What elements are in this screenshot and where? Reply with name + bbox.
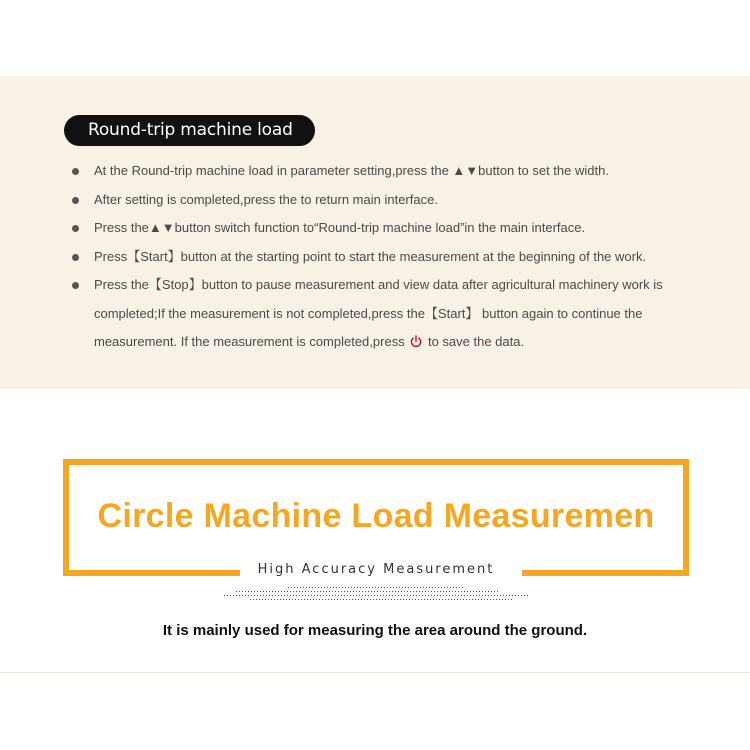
bullet-text: [94, 328, 694, 357]
decorative-dots: [250, 599, 514, 600]
bullet-dot: [72, 168, 79, 175]
list-item: [94, 214, 694, 243]
banner-tagline: It is mainly used for measuring the area around the ground.: [162, 622, 588, 639]
bullet-text: completed;If the measurement is not completed,press the【Start】 button again to continue the: [94, 305, 643, 321]
bullet-dot: [72, 225, 79, 232]
list-item: [94, 157, 694, 186]
section-title: Round-trip machine load: [64, 115, 315, 146]
decorative-dots: [288, 587, 464, 588]
bullet-text: At the Round-trip machine load in parameter setting,press the ▲▼button to set the width.: [94, 163, 609, 178]
bullet-text-part: to save the data.: [427, 334, 525, 349]
bullet-text: Press the【Stop】button to pause measurement and view data after agricultural machinery work is: [94, 277, 663, 292]
list-item: [94, 271, 694, 357]
bullet-dot: [72, 282, 79, 289]
bullet-dot: [72, 254, 79, 261]
bullet-text: After setting is completed,press the to return main interface.: [94, 192, 438, 207]
banner-subheadline: High Accuracy Measurement: [257, 562, 495, 577]
bullet-text: Press【Start】button at the starting point to start the measurement at the beginning of the work.: [94, 249, 647, 264]
decorative-dots: [224, 595, 528, 596]
banner-headline: Circle Machine Load Measuremen: [97, 497, 655, 535]
list-item: [94, 243, 694, 272]
bullet-dot: [72, 197, 79, 204]
bullet-text-part: measurement. If the measurement is completed,press: [94, 334, 405, 349]
list-item: [94, 186, 694, 215]
power-icon: [410, 335, 422, 348]
divider: [0, 672, 750, 673]
bullet-text: Press the▲▼button switch function to“Round-trip machine load”in the main interface.: [94, 220, 586, 235]
decorative-dots: [236, 591, 498, 592]
